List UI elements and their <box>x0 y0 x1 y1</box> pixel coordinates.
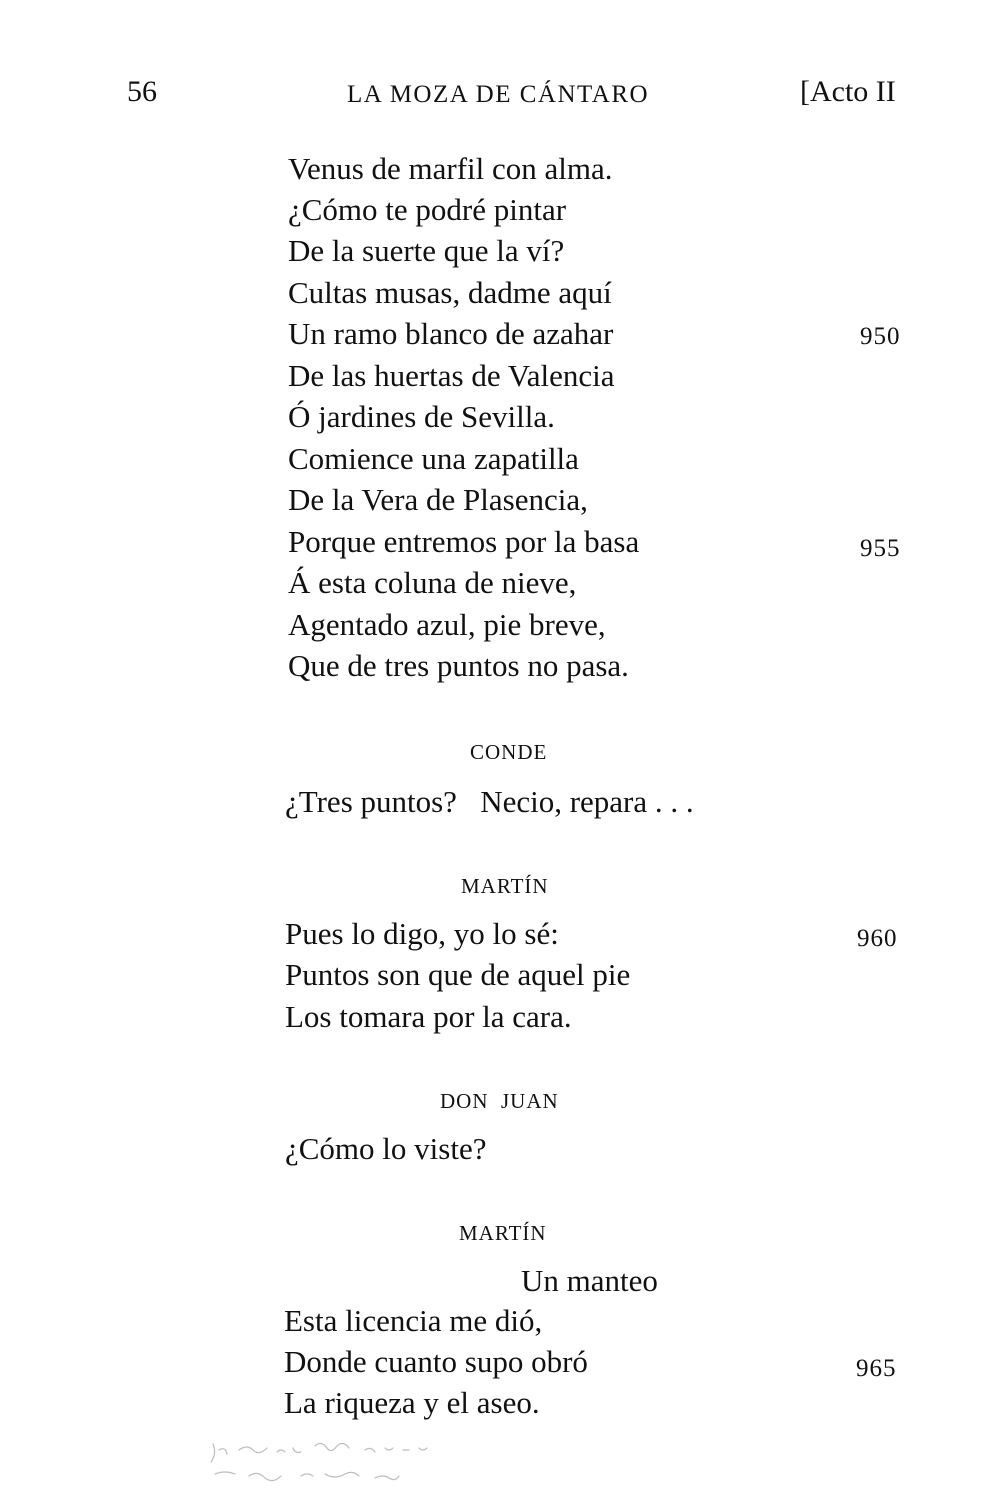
verse-line: Pues lo digo, yo lo sé: <box>285 916 559 951</box>
verse-line: Puntos son que de aquel pie <box>285 957 631 992</box>
verse-line: De la Vera de Plasencia, <box>288 482 588 517</box>
verse-line: Porque entremos por la basa <box>288 524 640 559</box>
verse-line: Cultas musas, dadme aquí <box>288 275 612 310</box>
verse-line: Un ramo blanco de azahar <box>288 316 614 351</box>
line-number: 965 <box>856 1355 897 1382</box>
verse-line: Á esta coluna de nieve, <box>288 565 577 600</box>
speaker-name: CONDE <box>470 740 548 764</box>
verse-line: De las huertas de Valencia <box>288 358 615 393</box>
verse-line: La riqueza y el aseo. <box>284 1385 540 1420</box>
verse-line: ¿Tres puntos? Necio, repara . . . <box>285 784 694 819</box>
page-number: 56 <box>127 75 157 108</box>
act-label: [Acto II <box>800 75 896 108</box>
verse-line: Que de tres puntos no pasa. <box>288 648 629 683</box>
line-number: 960 <box>857 925 898 952</box>
running-title: LA MOZA DE CÁNTARO <box>347 81 650 108</box>
verse-line: Donde cuanto supo obró <box>284 1344 588 1379</box>
speaker-name: MARTÍN <box>461 874 549 898</box>
line-number: 950 <box>860 323 901 350</box>
line-number: 955 <box>860 535 901 562</box>
verse-line: ¿Cómo te podré pintar <box>288 192 567 227</box>
verse-line: Los tomara por la cara. <box>285 999 572 1034</box>
verse-line: Un manteo <box>521 1263 658 1298</box>
speaker-name: DON JUAN <box>440 1089 559 1113</box>
verse-line: Agentado azul, pie breve, <box>288 607 606 642</box>
verse-line: Comience una zapatilla <box>288 441 579 476</box>
verse-line: Venus de marfil con alma. <box>288 151 613 186</box>
faint-pencil-scribble-icon <box>205 1436 455 1492</box>
speaker-name: MARTÍN <box>459 1221 547 1245</box>
verse-line: ¿Cómo lo viste? <box>285 1131 487 1166</box>
verse-line: Esta licencia me dió, <box>284 1303 543 1338</box>
verse-line: Ó jardines de Sevilla. <box>288 399 555 434</box>
verse-line: De la suerte que la ví? <box>288 233 565 268</box>
